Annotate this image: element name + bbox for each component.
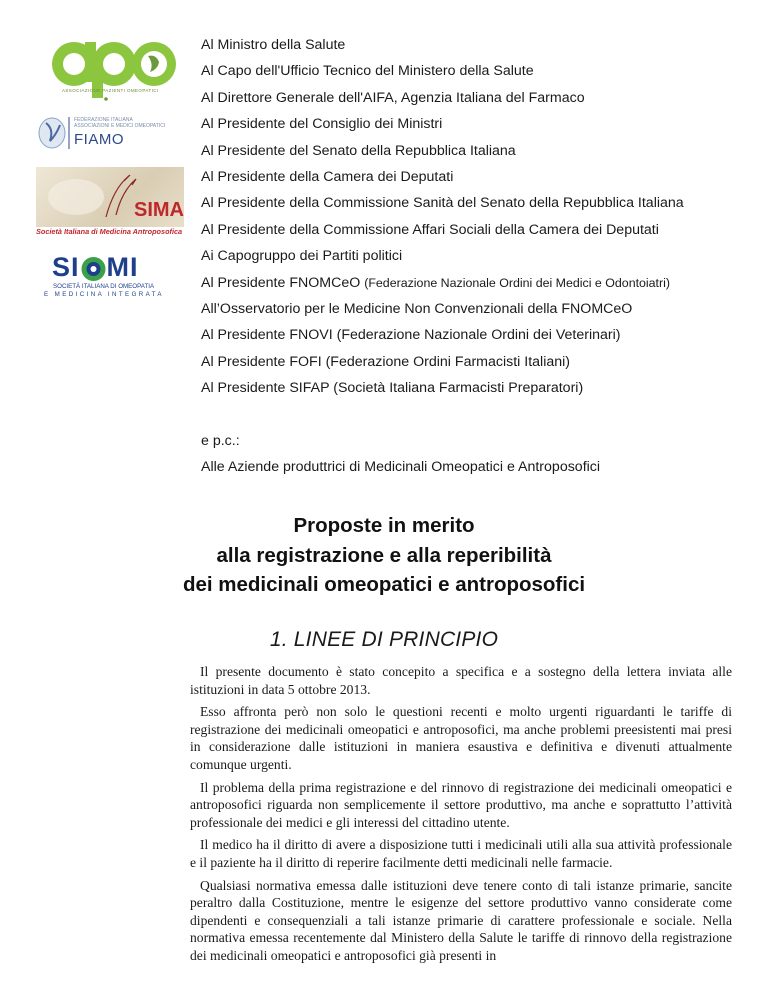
recipient-line: Al Ministro della Salute	[201, 37, 346, 53]
recipient-line: Al Presidente della Camera dei Deputati	[201, 169, 454, 186]
recipient-line: Al Presidente del Consiglio dei Ministri	[201, 116, 443, 133]
siomi-name-right: MI	[106, 252, 139, 282]
recipient-line: Al Presidente FOFI (Federazione Ordini Farmacisti Italiani)	[201, 353, 570, 370]
apo-subtitle: ASSOCIAZIONE PAZIENTI OMEOPATICI	[62, 88, 159, 93]
fiamo-small-1: FEDERAZIONE ITALIANA	[74, 117, 133, 123]
siomi-line-1: SOCIETÀ ITALIANA DI OMEOPATIA	[53, 283, 155, 290]
paragraph: Il medico ha il diritto di avere a disposizione tutti i medicinali utili alla sua attività professionale e il paziente ha il diritto di reperire facilmente detti medicinali nelle farmacie.	[190, 837, 732, 870]
recipient-line: Al Presidente FNOVI (Federazione Nazionale Ordini dei Veterinari)	[201, 327, 621, 344]
recipient-line: Al Presidente del Senato della Repubblica Italiana	[201, 142, 516, 159]
sima-name: SIMA	[134, 199, 184, 221]
fiamo-name: FIAMO	[74, 131, 124, 148]
recipient-fnomceo-detail: (Federazione Nazionale Ordini dei Medici e Odontoiatri)	[364, 275, 671, 290]
siomi-logo	[44, 252, 187, 304]
cc-block	[201, 428, 746, 480]
title-line: Proposte in merito	[293, 514, 475, 537]
siomi-line-2: E MEDICINA INTEGRATA	[44, 291, 164, 298]
sima-caption: Società Italiana di Medicina Antroposofica	[36, 227, 184, 239]
recipient-fnomceo: Al Presidente FNOMCeO	[201, 274, 361, 291]
recipient-line: Al Capo dell'Ufficio Tecnico del Ministero della Salute	[201, 63, 534, 80]
body-text	[190, 663, 732, 970]
cc-label: e p.c.:	[201, 433, 240, 449]
recipient-line: All’Osservatorio per le Medicine Non Convenzionali della FNOMCeO	[201, 301, 633, 318]
recipient-line: Al Presidente della Commissione Sanità del Senato della Repubblica Italiana	[201, 195, 684, 212]
paragraph: Il presente documento è stato concepito a specifica e a sostegno della lettera inviata alle istituzioni in data 5 ottobre 2013.	[190, 664, 732, 697]
document-title	[0, 511, 768, 600]
apo-logo	[44, 36, 184, 102]
siomi-name-left: SI	[52, 252, 80, 282]
recipient-line: Al Direttore Generale dell'AIFA, Agenzia Italiana del Farmaco	[201, 89, 585, 106]
recipient-line: Al Presidente SIFAP (Società Italiana Farmacisti Preparatori)	[201, 380, 584, 397]
paragraph: Il problema della prima registrazione e del rinnovo di registrazione dei medicinali omeopatici e antroposofici riguarda non semplicemente il settore produttivo, ma anche e soprattutto l’attività professionale dei medici e gli interessi del cittadino utente.	[190, 779, 732, 830]
fiamo-small-2: ASSOCIAZIONI E MEDICI OMEOPATICI	[74, 123, 166, 129]
recipients-list	[201, 32, 746, 402]
recipient-line	[201, 270, 746, 296]
paragraph: Qualsiasi normativa emessa dalle istituzioni deve tenere conto di tali istanze primarie, sancite peraltro dalla Costituzione, mentre le esigenze del settore produttivo vanno considerate come dipendenti e consequenziali a tali istanze primarie di carattere professionale e sociale. Nella normativa emessa recentemente dal Ministero della Salute le tariffe di rinnovo della registrazione dei medicinali omeopatici e antroposofici già presenti in	[190, 877, 732, 963]
title-line: dei medicinali omeopatici e antroposofici	[182, 573, 586, 596]
section-heading: 1. LINEE DI PRINCIPIO	[269, 628, 499, 651]
cc-text: Alle Aziende produttrici di Medicinali Omeopatici e Antroposofici	[201, 459, 601, 475]
fiamo-logo	[36, 115, 186, 151]
recipient-line: Ai Capogruppo dei Partiti politici	[201, 248, 403, 265]
sima-logo	[36, 167, 184, 239]
siomi-globe-icon	[80, 256, 107, 282]
title-line: alla registrazione e alla reperibilità	[216, 543, 552, 567]
recipient-line: Al Presidente della Commissione Affari Sociali della Camera dei Deputati	[201, 221, 659, 238]
paragraph: Esso affronta però non solo le questioni recenti e molto urgenti riguardanti le tariffe di registrazione dei medicinali omeopatici e antroposofici, ma anche problemi preesistenti mai presi in considerazione dalle istituzioni in maniera esaustiva e definitiva e divenuti attualmente comunque urgenti.	[190, 704, 732, 772]
